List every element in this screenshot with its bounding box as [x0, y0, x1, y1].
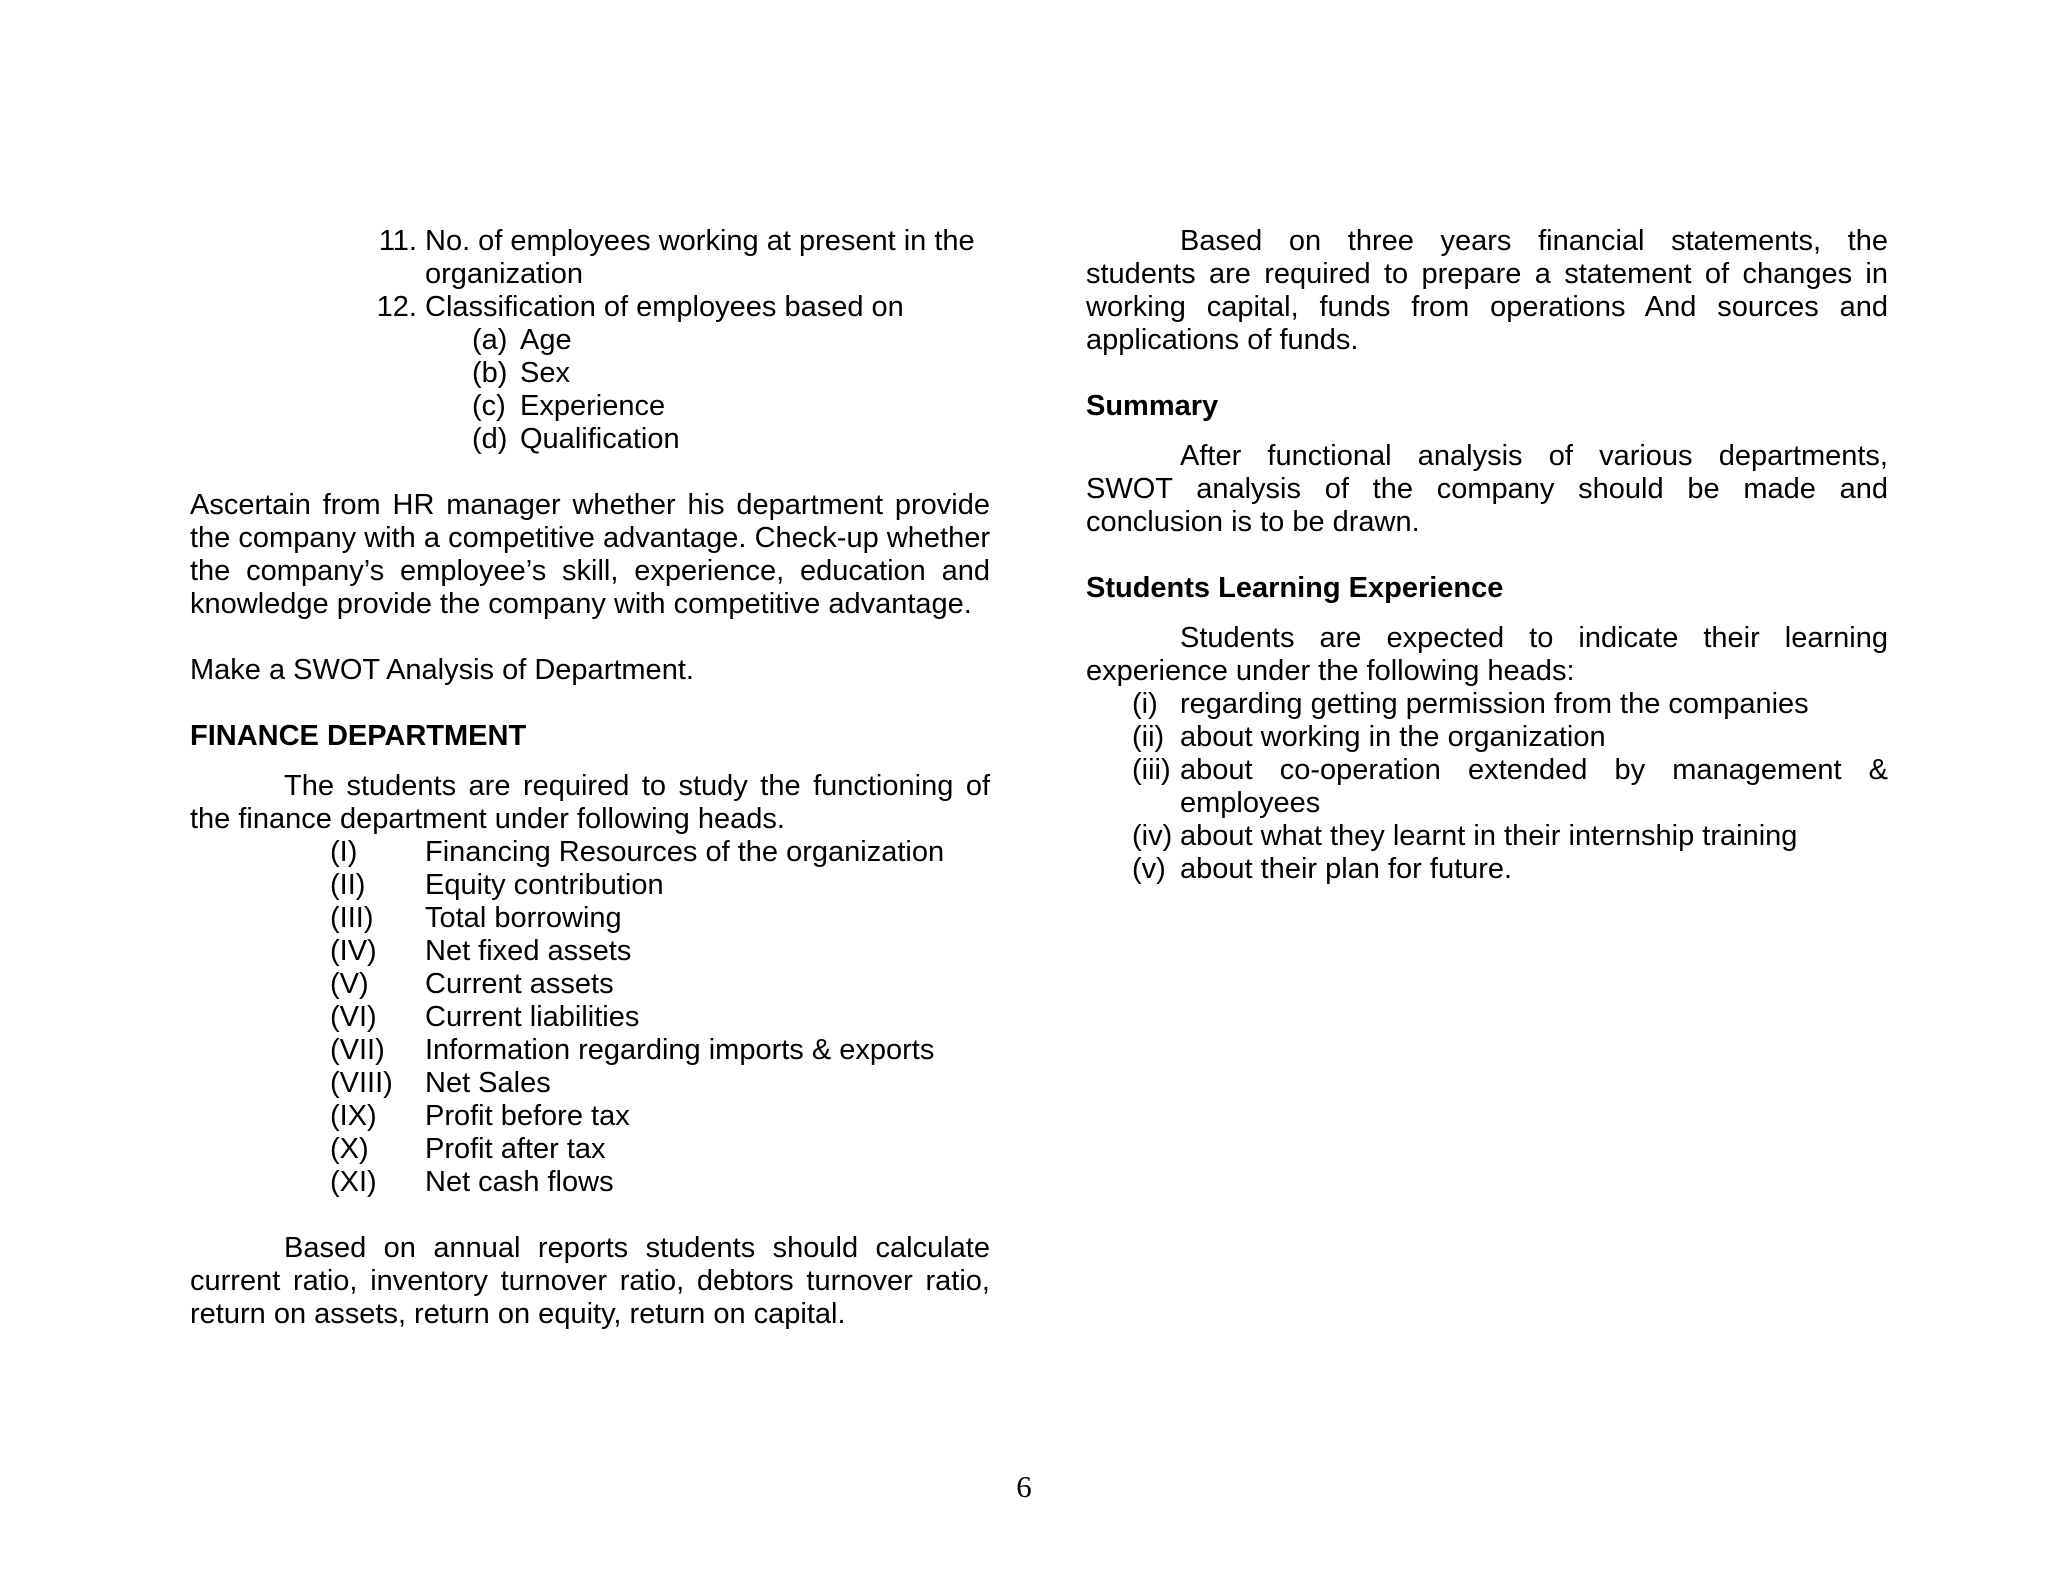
page-number: 6 [1016, 1469, 1032, 1504]
list-item-label: (VII) [330, 1034, 385, 1066]
learning-heads-list [1132, 688, 1888, 886]
list-item-text: Equity contribution [425, 869, 664, 901]
ratios-paragraph: Based on annual reports students should calculate current ratio, inventory turnover ratio, debtors turnover ratio, return on assets, return on equity, return on capital. [190, 1232, 990, 1330]
list-item-label: (iv) [1132, 820, 1173, 852]
finance-heads-list [330, 836, 990, 1199]
list-item [472, 324, 990, 357]
list-item-label: (IV) [330, 935, 377, 967]
list-item-text: about working in the organization [1180, 721, 1606, 753]
list-item [1132, 754, 1888, 820]
list-item-text: Sex [520, 357, 570, 389]
list-item-label: (b) [472, 357, 508, 389]
list-item [375, 291, 990, 324]
list-item-text [425, 225, 990, 291]
list-item-label: (X) [330, 1133, 369, 1165]
list-item [1132, 721, 1888, 754]
list-item-text: Financing Resources of the organization [425, 836, 945, 868]
list-item [330, 935, 990, 968]
list-item-label: (V) [330, 968, 369, 1000]
numbered-list [375, 225, 990, 324]
list-item-label: (d) [472, 423, 508, 455]
list-item [1132, 853, 1888, 886]
list-item-label: (IX) [330, 1100, 377, 1132]
list-item [330, 968, 990, 1001]
finance-intro-paragraph: The students are required to study the functioning of the finance department under following heads. [190, 770, 990, 835]
list-item [330, 1133, 990, 1166]
list-item-number: 11. [378, 225, 417, 257]
list-item-line: No. of employees working at present in the [425, 225, 975, 257]
list-item-label: (c) [472, 390, 506, 422]
list-item [472, 390, 990, 423]
list-item [330, 836, 990, 869]
finance-heading: FINANCE DEPARTMENT [190, 720, 527, 752]
list-item-text: Current assets [425, 968, 614, 1000]
list-item-label: (ii) [1132, 721, 1165, 753]
list-item-label: (v) [1132, 853, 1166, 885]
list-item [330, 902, 990, 935]
list-item-number: 12. [376, 291, 417, 323]
list-item-text: Current liabilities [425, 1001, 640, 1033]
learning-heading: Students Learning Experience [1086, 572, 1504, 604]
list-item [330, 1001, 990, 1034]
list-item-text: Profit after tax [425, 1133, 606, 1165]
hr-paragraph: Ascertain from HR manager whether his department provide the company with a competitive advantage. Check-up whether the company’s employee’s skill, experience, education and knowledge provide the company with competitive advantage. [190, 489, 990, 620]
list-item [330, 1166, 990, 1199]
list-item-label: (VIII) [330, 1067, 393, 1099]
list-item [1132, 688, 1888, 721]
swot-paragraph: Make a SWOT Analysis of Department. [190, 654, 694, 686]
list-item [330, 869, 990, 902]
summary-heading: Summary [1086, 390, 1219, 422]
left-column [190, 225, 990, 1331]
list-item-text: Age [520, 324, 572, 356]
list-item [375, 225, 990, 291]
list-item-label: (XI) [330, 1166, 377, 1198]
list-item-text: Experience [520, 390, 666, 422]
list-item-text: regarding getting permission from the companies [1180, 688, 1809, 720]
financial-statements-paragraph: Based on three years financial statements, the students are required to prepare a statement of changes in working capital, funds from operations And sources and applications of funds. [1086, 225, 1888, 356]
list-item-text: Classification of employees based on [425, 291, 904, 323]
list-item-text: about what they learnt in their internship training [1180, 820, 1798, 852]
list-item-text: Information regarding imports & exports [425, 1034, 935, 1066]
list-item [330, 1100, 990, 1133]
list-item-text: Net cash flows [425, 1166, 614, 1198]
list-item-label: (i) [1132, 688, 1158, 720]
list-item [472, 357, 990, 390]
list-item-label: (a) [472, 324, 508, 356]
list-item-text: about their plan for future. [1180, 853, 1513, 885]
list-item-label: (VI) [330, 1001, 377, 1033]
learning-intro-paragraph: Students are expected to indicate their learning experience under the following heads: [1086, 622, 1888, 687]
list-item [1132, 820, 1888, 853]
list-item-text: Qualification [520, 423, 680, 455]
right-column [1086, 225, 1888, 886]
classification-sublist [472, 324, 990, 456]
list-item-line: organization [425, 258, 583, 290]
list-item-label: (I) [330, 836, 358, 868]
list-item [330, 1034, 990, 1067]
list-item-text: Net Sales [425, 1067, 551, 1099]
list-item-label: (II) [330, 869, 366, 901]
list-item [330, 1067, 990, 1100]
list-item-text: Net fixed assets [425, 935, 632, 967]
list-item-text: about co-operation extended by management & employees [1180, 754, 1888, 819]
list-item-label: (iii) [1132, 754, 1171, 786]
summary-paragraph: After functional analysis of various departments, SWOT analysis of the company should be made and conclusion is to be drawn. [1086, 440, 1888, 538]
list-item-text: Total borrowing [425, 902, 622, 934]
list-item [472, 423, 990, 456]
list-item-text: Profit before tax [425, 1100, 630, 1132]
list-item-label: (III) [330, 902, 374, 934]
